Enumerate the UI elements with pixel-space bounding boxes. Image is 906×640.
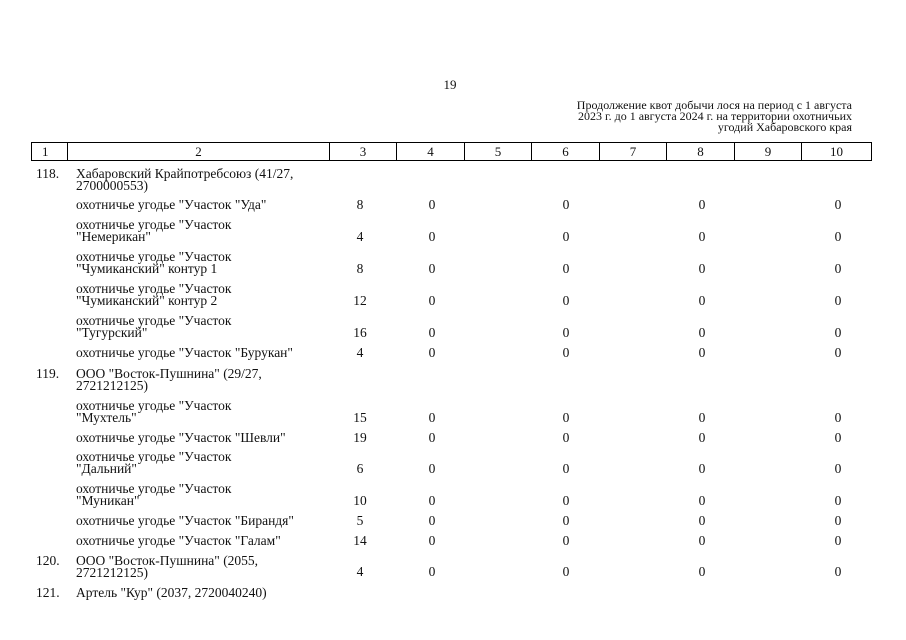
cell-col-3: 5 (356, 513, 364, 528)
row-name: охотничье угодье "Участок "Бирандя" (76, 513, 294, 528)
cell-col-10: 0 (834, 493, 842, 508)
group-name-line-2: 2721212125) (76, 565, 148, 580)
row-name: охотничье угодье "Участок "Галам" (76, 533, 281, 548)
cell-col-6: 0 (562, 493, 570, 508)
cell-col-10: 0 (834, 410, 842, 425)
cell-col-4: 0 (428, 345, 436, 360)
group-number: 120. (36, 553, 60, 568)
cell-col-6: 0 (562, 430, 570, 445)
cell-col-8: 0 (698, 325, 706, 340)
row-name: охотничье угодье "Участок (76, 481, 232, 496)
cell-col-4: 0 (428, 564, 436, 579)
cell-col-8: 0 (698, 461, 706, 476)
cell-col-3: 12 (353, 293, 367, 308)
cell-col-4: 0 (428, 513, 436, 528)
cell-col-4: 0 (428, 461, 436, 476)
cell-col-10: 0 (834, 513, 842, 528)
header-col-2: 2 (67, 142, 329, 161)
cell-col-3: 15 (353, 410, 367, 425)
cell-col-8: 0 (698, 229, 706, 244)
cell-col-3: 8 (356, 197, 364, 212)
row-name-line-2: "Чумиканский" контур 1 (76, 261, 218, 276)
row-name: охотничье угодье "Участок (76, 398, 232, 413)
header-col-10: 10 (801, 142, 872, 161)
group-number: 118. (36, 166, 60, 181)
row-name: охотничье угодье "Участок (76, 249, 232, 264)
cell-col-8: 0 (698, 261, 706, 276)
group-number: 121. (36, 585, 60, 600)
cell-col-6: 0 (562, 293, 570, 308)
row-name-line-2: "Немерикан" (76, 229, 151, 244)
page-number: 19 (443, 77, 457, 92)
cell-col-10: 0 (834, 229, 842, 244)
row-name: охотничье угодье "Участок (76, 281, 232, 296)
row-name: охотничье угодье "Участок (76, 449, 232, 464)
cell-col-6: 0 (562, 564, 570, 579)
cell-col-6: 0 (562, 533, 570, 548)
header-col-8: 8 (666, 142, 734, 161)
row-name-line-2: "Чумиканский" контур 2 (76, 293, 218, 308)
cell-col-6: 0 (562, 410, 570, 425)
row-name: охотничье угодье "Участок "Шевли" (76, 430, 286, 445)
caption-line-1: Продолжение квот добычи лося на период с 1 августа (576, 98, 852, 112)
cell-col-3: 10 (353, 493, 367, 508)
cell-col-8: 0 (698, 197, 706, 212)
cell-col-6: 0 (562, 261, 570, 276)
cell-col-4: 0 (428, 493, 436, 508)
cell-col-10: 0 (834, 533, 842, 548)
cell-col-8: 0 (698, 293, 706, 308)
cell-col-8: 0 (698, 410, 706, 425)
row-name-line-2: "Тугурский" (76, 325, 148, 340)
cell-col-3: 4 (356, 345, 364, 360)
cell-col-10: 0 (834, 430, 842, 445)
cell-col-4: 0 (428, 325, 436, 340)
cell-col-6: 0 (562, 461, 570, 476)
cell-col-10: 0 (834, 293, 842, 308)
caption-line-3: угодий Хабаровского края (717, 120, 852, 134)
row-name: охотничье угодье "Участок "Бурукан" (76, 345, 293, 360)
caption-line-2: 2023 г. до 1 августа 2024 г. на территории охотничьих (578, 109, 852, 123)
cell-col-3: 16 (353, 325, 367, 340)
cell-col-6: 0 (562, 513, 570, 528)
cell-col-4: 0 (428, 533, 436, 548)
cell-col-4: 0 (428, 430, 436, 445)
cell-col-8: 0 (698, 430, 706, 445)
group-name-line-1: Артель "Кур" (2037, 2720040240) (76, 585, 267, 600)
column-header-row (31, 142, 872, 161)
cell-col-8: 0 (698, 564, 706, 579)
cell-col-4: 0 (428, 261, 436, 276)
cell-col-8: 0 (698, 533, 706, 548)
header-col-3: 3 (329, 142, 396, 161)
cell-col-4: 0 (428, 197, 436, 212)
group-name-line-2: 2721212125) (76, 378, 148, 393)
row-name-line-2: "Мухтель" (76, 410, 137, 425)
cell-col-4: 0 (428, 410, 436, 425)
header-col-4: 4 (396, 142, 464, 161)
cell-col-8: 0 (698, 513, 706, 528)
table-caption (540, 100, 852, 133)
cell-col-10: 0 (834, 325, 842, 340)
group-name-line-2: 2700000553) (76, 178, 148, 193)
cell-col-3: 4 (356, 564, 364, 579)
cell-col-6: 0 (562, 229, 570, 244)
cell-col-10: 0 (834, 564, 842, 579)
row-name-line-2: "Муникан" (76, 493, 140, 508)
cell-col-4: 0 (428, 293, 436, 308)
cell-col-3: 19 (353, 430, 367, 445)
cell-col-4: 0 (428, 229, 436, 244)
cell-col-6: 0 (562, 197, 570, 212)
header-col-7: 7 (599, 142, 666, 161)
cell-col-6: 0 (562, 325, 570, 340)
row-name: охотничье угодье "Участок "Уда" (76, 197, 267, 212)
header-col-5: 5 (464, 142, 531, 161)
group-name-line-1: Хабаровский Крайпотребсоюз (41/27, (76, 166, 294, 181)
row-name-line-2: "Дальний" (76, 461, 137, 476)
cell-col-10: 0 (834, 197, 842, 212)
cell-col-10: 0 (834, 345, 842, 360)
header-col-6: 6 (531, 142, 599, 161)
row-name: охотничье угодье "Участок (76, 217, 232, 232)
group-name-line-1: ООО "Восток-Пушнина" (29/27, (76, 366, 262, 381)
header-col-9: 9 (734, 142, 801, 161)
cell-col-3: 6 (356, 461, 364, 476)
row-name: охотничье угодье "Участок (76, 313, 232, 328)
cell-col-3: 8 (356, 261, 364, 276)
cell-col-10: 0 (834, 261, 842, 276)
group-number: 119. (36, 366, 60, 381)
cell-col-8: 0 (698, 345, 706, 360)
cell-col-10: 0 (834, 461, 842, 476)
group-name-line-1: ООО "Восток-Пушнина" (2055, (76, 553, 259, 568)
cell-col-6: 0 (562, 345, 570, 360)
header-col-1: 1 (31, 142, 67, 161)
cell-col-8: 0 (698, 493, 706, 508)
cell-col-3: 14 (353, 533, 367, 548)
cell-col-3: 4 (356, 229, 364, 244)
